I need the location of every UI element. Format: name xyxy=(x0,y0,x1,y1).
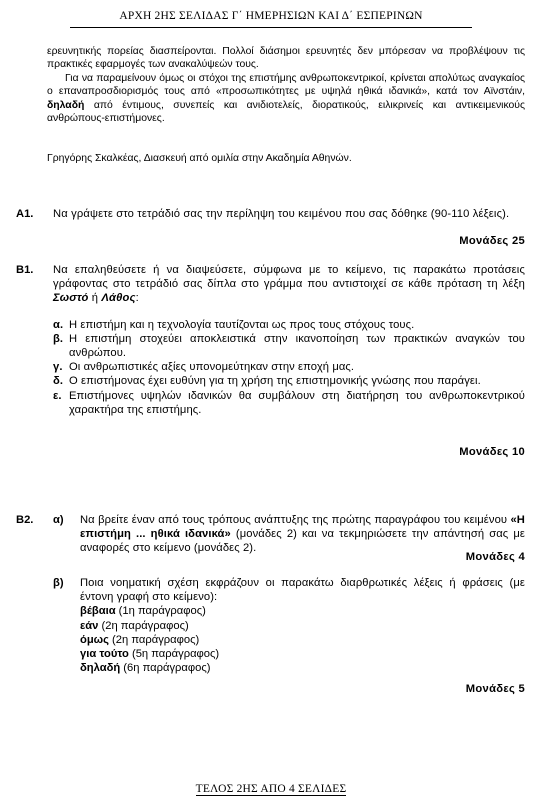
question-a1 xyxy=(16,207,525,221)
list-item: α. Η επιστήμη και η τεχνολογία ταυτίζονται ως προς τους στόχους τους. xyxy=(53,318,415,331)
question-number: Β1. xyxy=(16,264,34,276)
list-item: για τούτο (5η παράγραφος) xyxy=(80,648,220,661)
marks-a1: Μονάδες 25 xyxy=(459,235,525,247)
list-item: βέβαια (1η παράγραφος) xyxy=(80,605,206,618)
list-item: ε. Επιστήμονες υψηλών ιδανικών θα συμβάλουν στη διατήρηση του ανθρωποκεντρικού χαρακτήρα της επιστήμης. xyxy=(53,389,525,416)
header-rule xyxy=(70,27,472,28)
sub-text: Να βρείτε έναν από τους τρόπους ανάπτυξης της πρώτης παραγράφου του κειμένου «Η επιστήμη ... ηθικά ιδανικά» (μονάδες 2) και να τεκμηριώσετε την απάντησή σας με αναφορές στο κείμενο (μονάδες 2). xyxy=(80,514,525,555)
quoted-phrase: «Η επιστήμη ... ηθικά ιδανικά» xyxy=(80,514,525,541)
question-b2-b xyxy=(53,576,525,675)
question-b1 xyxy=(16,263,525,417)
list-item: εάν (2η παράγραφος) xyxy=(80,619,189,632)
list-item: β. Η επιστήμη στοχεύει αποκλειστικά στην ικανοποίηση των πρακτικών αναγκών του ανθρώπου. xyxy=(53,332,525,360)
marks-b2-b: Μονάδες 5 xyxy=(465,683,525,695)
footer-text: ΤΕΛΟΣ 2ΗΣ ΑΠΟ 4 ΣΕΛΙΔΕΣ xyxy=(195,783,347,795)
connector-list xyxy=(80,604,525,675)
sub-text: Ποια νοηματική σχέση εκφράζουν οι παρακάτω διαρθρωτικές λέξεις ή φράσεις (με έντονη γραφή στο κείμενο): xyxy=(80,577,525,604)
list-item: δηλαδή (6η παράγραφος) xyxy=(80,662,211,675)
page-header xyxy=(0,10,542,22)
list-item: γ. Οι ανθρωπιστικές αξίες υπονομεύτηκαν στην εποχή μας. xyxy=(53,361,355,374)
passage-paragraph-1: ερευνητικής πορείας διασπείρονται. Πολλοί διάσημοι ερευνητές δεν μπόρεσαν να προβλέψουν τις πρακτικές εφαρμογές των ανακαλύψεών τους. xyxy=(47,46,525,71)
bold-connector: δηλαδή xyxy=(47,99,85,111)
header-text: ΑΡΧΗ 2ΗΣ ΣΕΛΙΔΑΣ Γ΄ ΗΜΕΡΗΣΙΩΝ ΚΑΙ Δ΄ ΕΣΠΕΡΙΝΩΝ xyxy=(119,10,423,22)
list-item: όμως (2η παράγραφος) xyxy=(80,633,200,646)
question-text: Να γράψετε στο τετράδιό σας την περίληψη του κειμένου που σας δόθηκε (90-110 λέξεις). xyxy=(53,208,510,220)
passage-source: Γρηγόρης Σκαλκέας, Διασκευή από ομιλία στην Ακαδημία Αθηνών. xyxy=(47,153,352,164)
passage-paragraph-2: Για να παραμείνουν όμως οι στόχοι της επιστήμης ανθρωποκεντρικοί, κρίνεται απολύτως αναγκαίος ο επαναπροσδιορισμός τους από «προσωπικότητες με υψηλά ηθικά ιδανικά», κατά τον Αϊνστάιν, δηλαδή από έντιμους, συνεπείς και ανιδιοτελείς, διορατικούς, ειλικρινείς και αντικειμενικούς ανθρώπους-επιστήμονες. xyxy=(47,72,525,125)
sub-label: α) xyxy=(53,514,64,526)
question-b2-a xyxy=(53,513,525,556)
passage xyxy=(47,45,525,125)
question-number: Β2. xyxy=(16,514,34,526)
list-item: δ. Ο επιστήμονας έχει ευθύνη για τη χρήση της επιστημονικής γνώσης που παράγει. xyxy=(53,375,481,388)
marks-b1: Μονάδες 10 xyxy=(459,446,525,458)
page-footer xyxy=(0,783,542,795)
question-number: Α1. xyxy=(16,208,34,220)
question-text: Να επαληθεύσετε ή να διαψεύσετε, σύμφωνα με το κείμενο, τις παρακάτω προτάσεις γράφοντας στο τετράδιό σας δίπλα στο γράμμα που αντιστοιχεί σε κάθε πρόταση τη λέξη Σωστό ή Λάθος: xyxy=(53,264,525,305)
sub-label: β) xyxy=(53,577,64,589)
marks-b2-a: Μονάδες 4 xyxy=(465,551,525,563)
